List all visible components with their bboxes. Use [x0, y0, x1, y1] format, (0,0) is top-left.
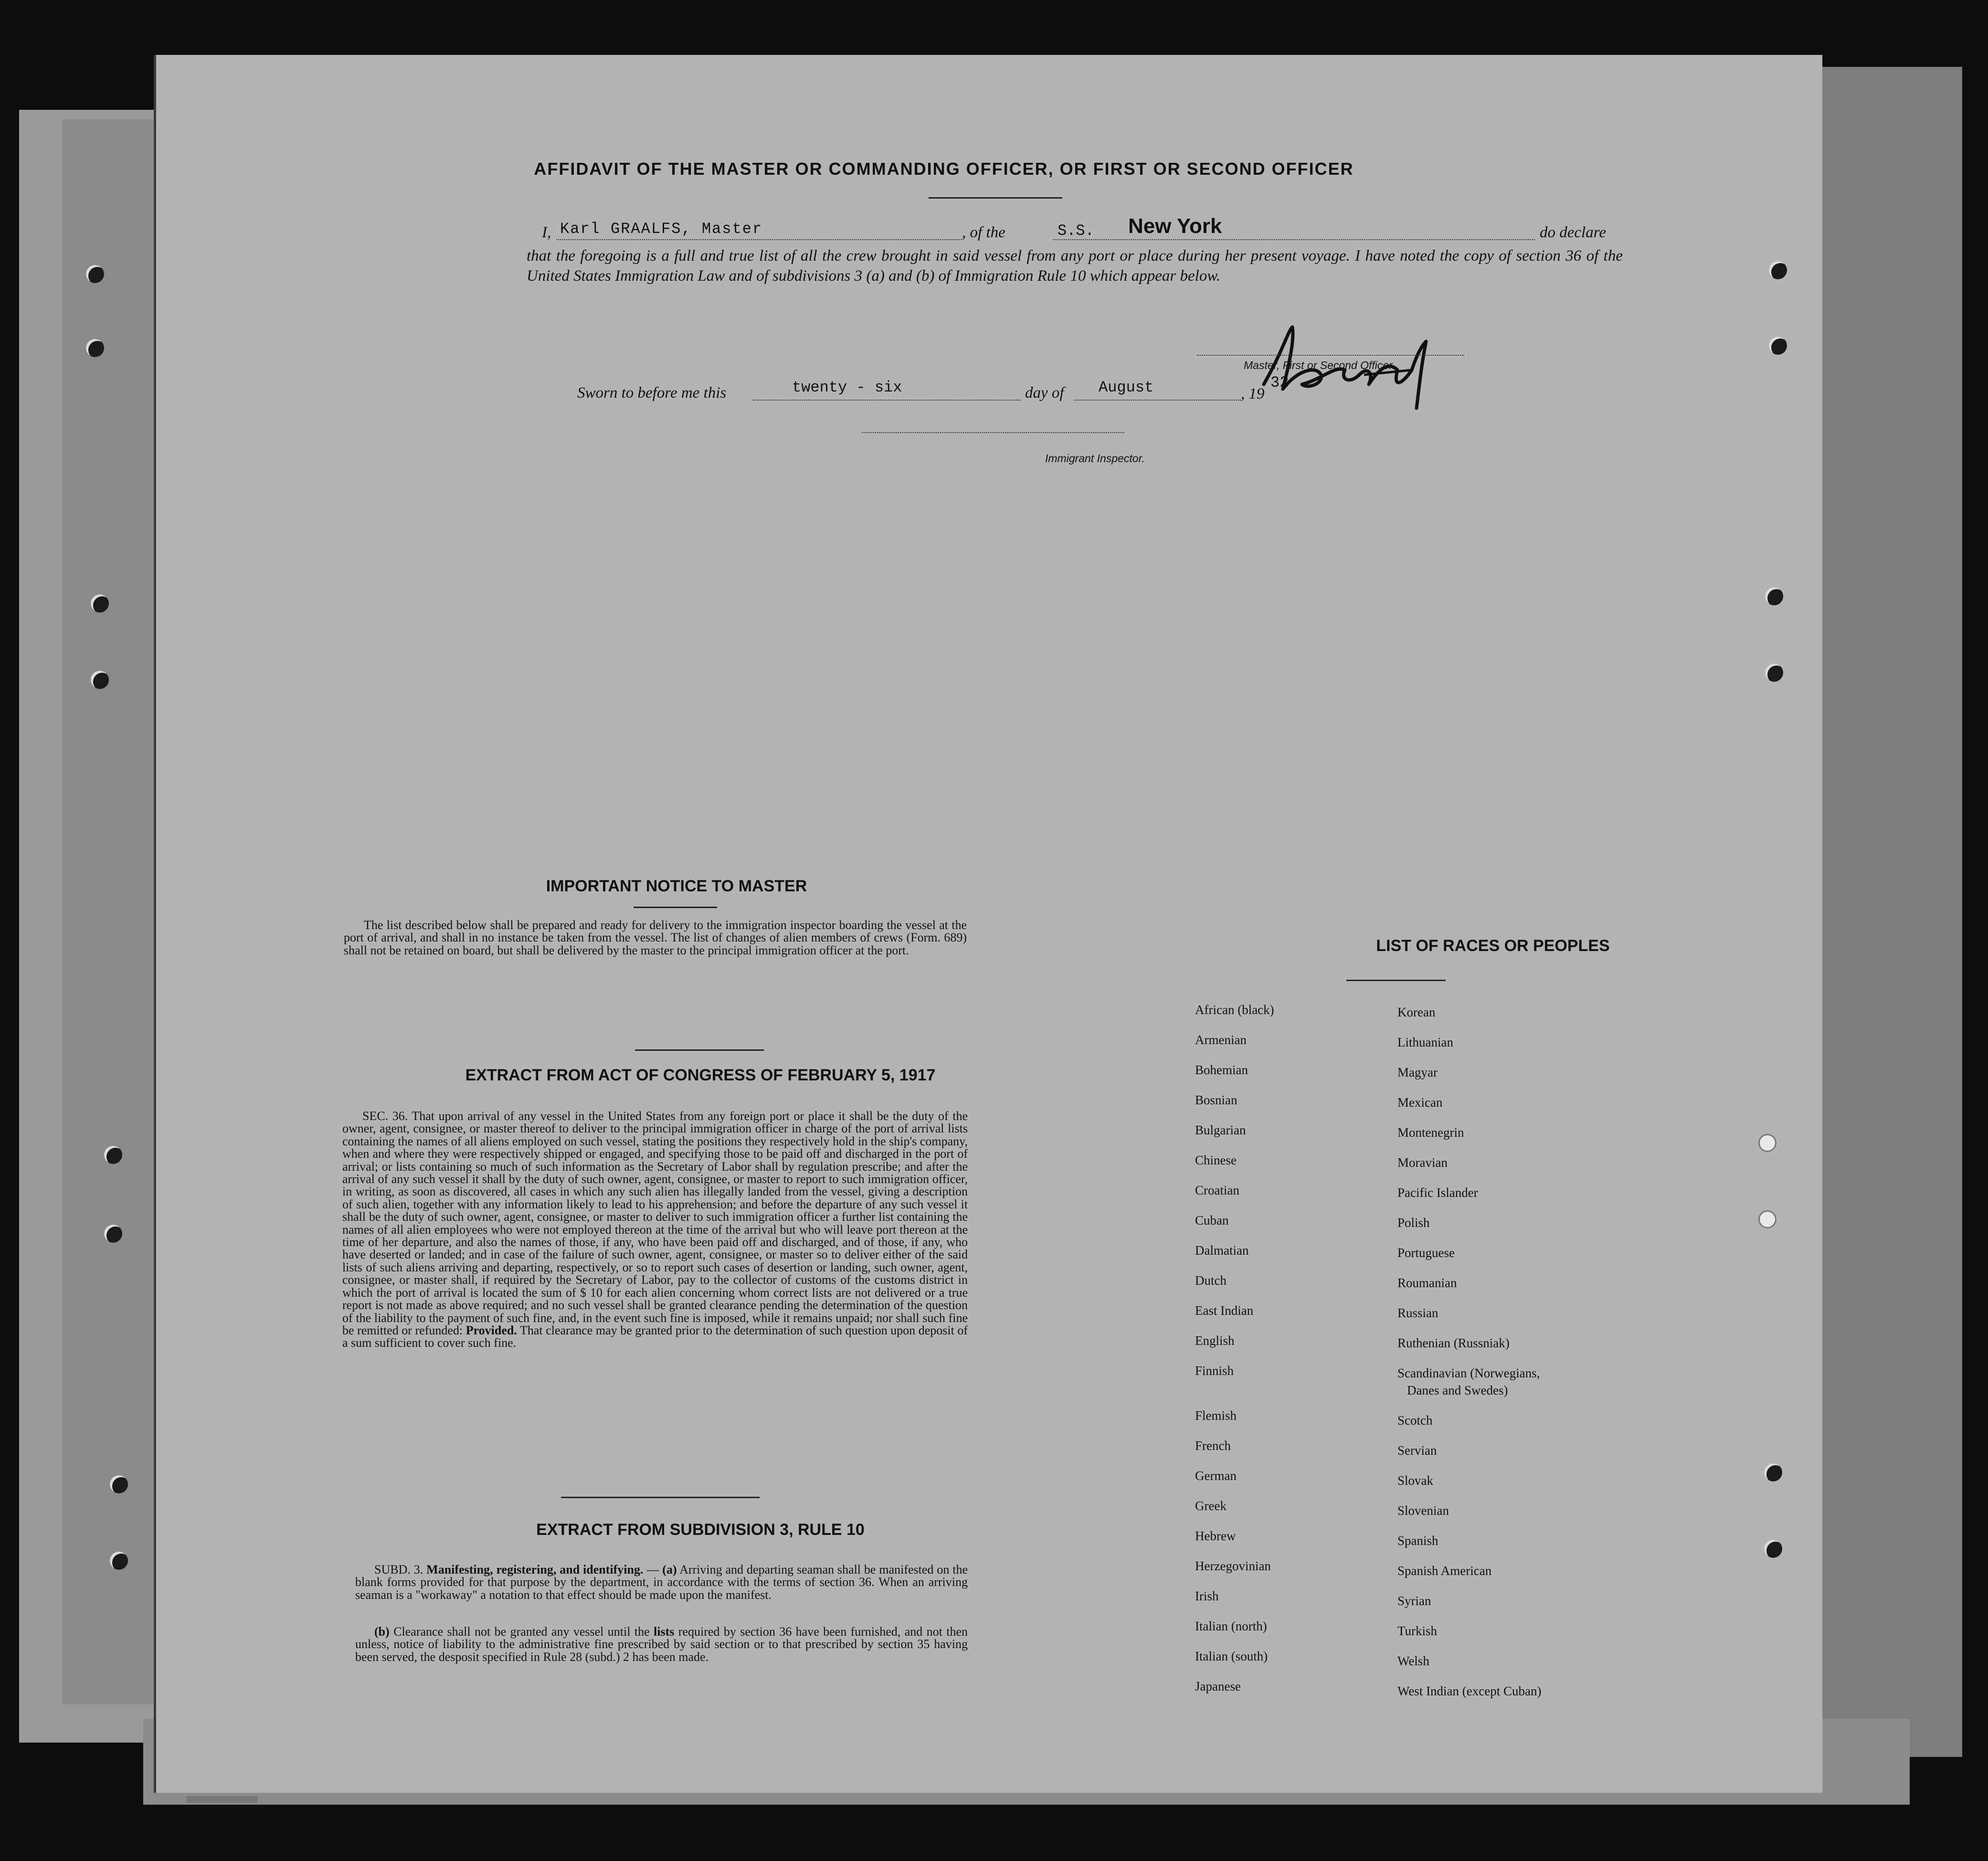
punch-hole — [1764, 1463, 1782, 1481]
act-heading: EXTRACT FROM ACT OF CONGRESS OF FEBRUARY 5, 1917 — [465, 1066, 936, 1084]
race-item: Greek — [1195, 1499, 1227, 1513]
race-item: West Indian (except Cuban) — [1397, 1684, 1542, 1698]
race-item: Polish — [1397, 1216, 1430, 1230]
race-item: Chinese — [1195, 1153, 1237, 1167]
punch-hole — [1758, 1210, 1777, 1228]
race-item: Korean — [1397, 1005, 1436, 1019]
notice-heading: IMPORTANT NOTICE TO MASTER — [546, 877, 807, 895]
affidavit-title: AFFIDAVIT OF THE MASTER OR COMMANDING OFFICER, OR FIRST OR SECOND OFFICER — [534, 159, 1354, 179]
race-item: Italian (south) — [1195, 1649, 1268, 1663]
race-item: Portuguese — [1397, 1246, 1455, 1260]
punch-hole — [110, 1475, 128, 1493]
rule-b-label: (b) — [374, 1625, 390, 1639]
race-item: Russian — [1397, 1306, 1438, 1320]
punch-hole — [104, 1225, 122, 1243]
form-footer-mark — [186, 1796, 258, 1803]
race-item: Bulgarian — [1195, 1123, 1246, 1137]
ship-name: New York — [1128, 214, 1222, 238]
race-item: Mexican — [1397, 1095, 1443, 1110]
race-item: German — [1195, 1469, 1237, 1483]
signature-line — [1197, 355, 1464, 356]
punch-hole — [91, 671, 109, 689]
race-item: Japanese — [1195, 1679, 1241, 1693]
race-item: Dutch — [1195, 1273, 1227, 1288]
punch-hole — [1765, 664, 1783, 682]
year-suffix: 32 — [1270, 374, 1289, 391]
race-item: Pacific Islander — [1397, 1185, 1478, 1200]
race-item: Moravian — [1397, 1155, 1448, 1170]
sworn-line — [577, 374, 1360, 402]
notice-text: The list described below shall be prepared and ready for delivery to the immigration inspector boarding the vessel at the port of arrival, and shall in no instance be taken from the vessel. The list of changes of alien members of crews (Form. 689) shall not be retained on board, but shall be delivered by the master to the principal immigration officer at the port. — [344, 918, 967, 957]
punch-hole — [110, 1552, 128, 1570]
race-item: Bosnian — [1195, 1093, 1237, 1107]
race-item: Hebrew — [1195, 1529, 1236, 1543]
inspector-line — [862, 432, 1124, 433]
sworn-month: August — [1099, 379, 1154, 396]
act-provided-text: That clearance may be granted prior to the determination of such question upon deposit of a sum sufficient to cover such fine. — [342, 1323, 968, 1350]
declaration-line — [542, 214, 1621, 244]
signature-caption: Master, First or Second Officer. — [1244, 359, 1396, 371]
ship-name-line — [1053, 239, 1535, 240]
race-item: Irish — [1195, 1589, 1219, 1603]
sworn-month-line — [1074, 400, 1241, 401]
act-provided-label: Provided. — [465, 1323, 517, 1337]
rule-text-a: SUBD. 3. Manifesting, registering, and identifying. — (a) Arriving and departing seaman shall be manifested on the blank forms provided for that purpose by the department, in accordance with the terms of section 36. When an arriving seaman is a "workaway" a notation to that effect should be made upon the manifest. — [355, 1563, 968, 1602]
punch-hole — [1758, 1134, 1777, 1152]
race-item: Roumanian — [1397, 1276, 1457, 1290]
rule-text-b — [355, 1626, 968, 1663]
declaration-text: that the foregoing is a full and true list of all the crew brought in said vessel from any port or place during her present voyage. I have noted the copy of section 36 of the United States Immigration Law and of subdivisions 3 (a) and (b) of Immigration Rule 10 which appear below. — [527, 247, 1623, 285]
act-body: SEC. 36. That upon arrival of any vessel in the United States from any foreign port or place it shall be the duty of the owner, agent, consignee, or master thereof to deliver to the principal immigration officer in charge of the port of arrival lists containing the names of all aliens employed on such vessel, stating the positions they respectively hold in the ship's company, when and where they were respectively shipped or engaged, and specifying those to be paid off and discharged in the port of arrival; or lists containing so much of such information as the Secretary of Labor shall by regulation prescribe; and after the arrival of any such vessel it shall by the duty of such owner, agent, consignee, or master to report to such immigration officer, in writing, as soon as discovered, all cases in which any such alien has illegally landed from the vessel, giving a description of such alien, together with any information likely to lead to his apprehension; and before the departure of any such vessel it shall be the duty of such owner, agent, consignee, or master to deliver to such immigration officer a further list containing the names of all alien employees who were not employed thereon at the time of the arrival but who will leave port thereon at the time of her departure, and also the names of those, if any, who have been paid off and discharged, and of those, if any, who have deserted or landed; and in case of the failure of such owner, agent, consignee, or master so to deliver either of the said lists of such aliens arriving and departing, respectively, or so to report such cases of desertion or landing, such owner, agent, consignee, or master shall, if required by the Secretary of Labor, pay to the collector of customs of the customs district in which the port of arrival is located the sum of $ 10 for each alien concerning whom correct lists are not delivered or a true report is not made as above required; and no such vessel shall be granted clearance pending the determination of the question of the liability to the payment of such fine, and, in the event such fine is imposed, while it remains unpaid; nor shall such fine be remitted or refunded: — [342, 1109, 968, 1337]
sworn-day: twenty - six — [792, 379, 902, 396]
notice-divider — [634, 907, 717, 908]
rule-b-text-2: required by section 36 have been furnished, and not then unless, notice of liability to the administrative fine prescribed by said section or to that prescribed by section 35 having been served, the desposit specified in Rule 28 (subd.) 2 has been made. — [355, 1625, 968, 1664]
rule-a-text: Arriving and departing seaman shall be manifested on the blank forms provided for that purpose by the department, in accordance with the terms of section 36. When an arriving seaman is a "workaway" a notation to that effect should be made upon the manifest. — [355, 1563, 968, 1602]
affidavit-sheet — [154, 55, 1822, 1793]
punch-hole — [1769, 337, 1787, 355]
act-top-divider — [635, 1049, 764, 1051]
race-item: Croatian — [1195, 1183, 1239, 1197]
race-item: Magyar — [1397, 1065, 1438, 1079]
race-item: Montenegrin — [1397, 1125, 1464, 1140]
punch-hole — [1765, 587, 1783, 605]
rule-b-lists: lists — [654, 1625, 675, 1639]
punch-hole — [1764, 1540, 1782, 1558]
race-item: French — [1195, 1438, 1231, 1453]
rule-subd-title: Manifesting, registering, and identifying. — [426, 1563, 644, 1576]
race-item: English — [1195, 1333, 1235, 1348]
race-item: Flemish — [1195, 1408, 1237, 1423]
race-item: Welsh — [1397, 1654, 1429, 1668]
race-item: Scandinavian (Norwegians, — [1397, 1366, 1540, 1380]
of-the-label: , of the — [962, 224, 1005, 241]
master-name-line — [556, 239, 962, 240]
underlying-page-right — [1805, 67, 1962, 1757]
race-item: Bohemian — [1195, 1063, 1248, 1077]
race-item: Finnish — [1195, 1364, 1234, 1378]
race-item: Turkish — [1397, 1624, 1438, 1638]
race-item: African (black) — [1195, 1003, 1274, 1017]
punch-hole — [86, 265, 104, 283]
sworn-day-line — [753, 400, 1020, 401]
race-item: Dalmatian — [1195, 1243, 1249, 1258]
race-item: East Indian — [1195, 1303, 1254, 1318]
race-item: Danes and Swedes) — [1407, 1383, 1508, 1397]
rule-a-label: (a) — [662, 1563, 677, 1576]
i-label: I, — [542, 224, 551, 241]
race-item: Armenian — [1195, 1033, 1247, 1047]
race-item: Cuban — [1195, 1213, 1229, 1227]
rule-top-divider — [561, 1497, 760, 1498]
race-item: Lithuanian — [1397, 1035, 1453, 1049]
race-item: Slovenian — [1397, 1503, 1449, 1518]
race-item: Herzegovinian — [1195, 1559, 1271, 1573]
act-text — [342, 1110, 968, 1350]
punch-hole — [104, 1146, 122, 1164]
race-item: Spanish American — [1397, 1564, 1492, 1578]
punch-hole — [86, 339, 104, 357]
races-heading: LIST OF RACES OR PEOPLES — [1376, 937, 1610, 955]
ship-prefix: S.S. — [1057, 222, 1094, 240]
master-name: Karl GRAALFS, Master — [560, 220, 763, 238]
left-binding-strip — [62, 119, 154, 1704]
title-divider — [929, 197, 1062, 199]
races-divider — [1346, 980, 1446, 981]
race-item: Slovak — [1397, 1473, 1434, 1488]
inspector-caption: Immigrant Inspector. — [1045, 452, 1145, 465]
race-item: Syrian — [1397, 1594, 1431, 1608]
race-item: Scotch — [1397, 1413, 1433, 1427]
rule-subd: SUBD. 3. — [374, 1563, 423, 1576]
race-item: Ruthenian (Russniak) — [1397, 1336, 1510, 1350]
do-declare-label: do declare — [1540, 224, 1606, 241]
rule-heading: EXTRACT FROM SUBDIVISION 3, RULE 10 — [536, 1521, 865, 1539]
rule-b-text-1: Clearance shall not be granted any vessel until the — [393, 1625, 650, 1639]
punch-hole — [91, 594, 109, 613]
sworn-label: Sworn to before me this — [577, 384, 727, 402]
race-item: Servian — [1397, 1443, 1437, 1458]
race-item: Spanish — [1397, 1533, 1438, 1548]
race-item: Italian (north) — [1195, 1619, 1267, 1633]
year-prefix: , 19 — [1241, 385, 1265, 402]
punch-hole — [1769, 261, 1787, 279]
day-of-label: day of — [1025, 384, 1064, 402]
